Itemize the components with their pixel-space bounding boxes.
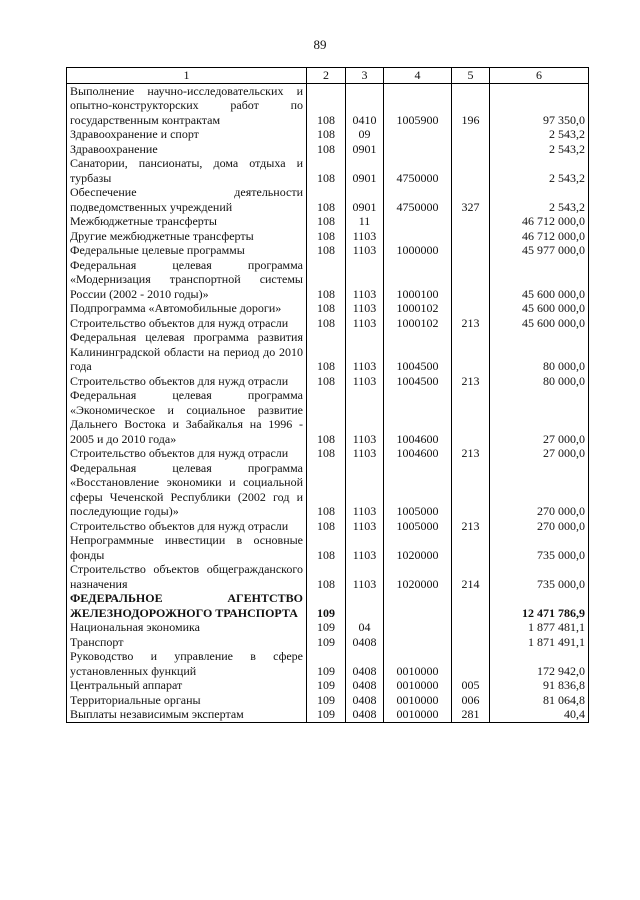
row-name-cell: Федеральная целевая программа развития Калининградской области на период до 2010 года (67, 330, 307, 374)
ministry-code-cell: 109 (307, 591, 346, 620)
target-code-cell: 1020000 (384, 562, 452, 591)
expense-type-cell (452, 142, 490, 157)
row-name-cell: Выполнение научно-исследовательских и опытно-конструкторских работ по государственным контрактам (67, 83, 307, 127)
header-row (67, 68, 589, 84)
expense-type-cell (452, 243, 490, 258)
ministry-code-cell: 108 (307, 533, 346, 562)
ministry-code-cell: 108 (307, 301, 346, 316)
row-name-cell: Санатории, пансионаты, дома отдыха и турбазы (67, 156, 307, 185)
column-header-ministry: 2 (307, 68, 346, 84)
ministry-code-cell: 108 (307, 388, 346, 446)
row-name-cell: Территориальные органы (67, 693, 307, 708)
amount-cell: 45 977 000,0 (490, 243, 589, 258)
ministry-code-cell: 108 (307, 330, 346, 374)
section-code-cell: 0408 (346, 635, 384, 650)
amount-cell: 45 600 000,0 (490, 316, 589, 331)
target-code-cell: 0010000 (384, 678, 452, 693)
table-row (67, 127, 589, 142)
table-row (67, 446, 589, 461)
section-code-cell: 0901 (346, 185, 384, 214)
amount-cell: 46 712 000,0 (490, 229, 589, 244)
ministry-code-cell: 108 (307, 229, 346, 244)
ministry-code-cell: 109 (307, 649, 346, 678)
row-name-cell: Строительство объектов общегражданского назначения (67, 562, 307, 591)
section-code-cell: 04 (346, 620, 384, 635)
table-row (67, 316, 589, 331)
section-code-cell: 1103 (346, 374, 384, 389)
amount-cell: 81 064,8 (490, 693, 589, 708)
ministry-code-cell: 109 (307, 620, 346, 635)
target-code-cell: 1000102 (384, 301, 452, 316)
column-header-amount: 6 (490, 68, 589, 84)
section-code-cell: 1103 (346, 258, 384, 302)
amount-cell: 172 942,0 (490, 649, 589, 678)
ministry-code-cell: 108 (307, 446, 346, 461)
table-row (67, 374, 589, 389)
row-name-cell: Строительство объектов для нужд отрасли (67, 316, 307, 331)
amount-cell: 40,4 (490, 707, 589, 722)
section-code-cell: 1103 (346, 330, 384, 374)
amount-cell: 735 000,0 (490, 533, 589, 562)
amount-cell: 97 350,0 (490, 83, 589, 127)
amount-cell: 80 000,0 (490, 374, 589, 389)
amount-cell: 2 543,2 (490, 156, 589, 185)
ministry-code-cell: 108 (307, 156, 346, 185)
table-row (67, 301, 589, 316)
target-code-cell: 1000100 (384, 258, 452, 302)
expense-type-cell (452, 533, 490, 562)
row-name-cell: Обеспечение деятельности подведомственных учреждений (67, 185, 307, 214)
ministry-code-cell: 109 (307, 678, 346, 693)
row-name-cell: Руководство и управление в сфере установленных функций (67, 649, 307, 678)
row-name-cell: Строительство объектов для нужд отрасли (67, 374, 307, 389)
amount-cell: 1 877 481,1 (490, 620, 589, 635)
table-row (67, 461, 589, 519)
section-code-cell: 0408 (346, 707, 384, 722)
row-name-cell: Транспорт (67, 635, 307, 650)
section-code-cell (346, 591, 384, 620)
expense-type-cell (452, 156, 490, 185)
section-code-cell: 1103 (346, 388, 384, 446)
target-code-cell: 1005000 (384, 519, 452, 534)
row-name-cell: Межбюджетные трансферты (67, 214, 307, 229)
expense-type-cell: 005 (452, 678, 490, 693)
amount-cell: 2 543,2 (490, 142, 589, 157)
ministry-code-cell: 108 (307, 83, 346, 127)
table-row (67, 533, 589, 562)
amount-cell: 12 471 786,9 (490, 591, 589, 620)
ministry-code-cell: 108 (307, 461, 346, 519)
column-header-target: 4 (384, 68, 452, 84)
table-row (67, 591, 589, 620)
row-name-cell: Центральный аппарат (67, 678, 307, 693)
expense-type-cell: 327 (452, 185, 490, 214)
amount-cell: 2 543,2 (490, 127, 589, 142)
amount-cell: 270 000,0 (490, 519, 589, 534)
expense-type-cell (452, 620, 490, 635)
target-code-cell: 1004500 (384, 330, 452, 374)
table-row (67, 635, 589, 650)
amount-cell: 270 000,0 (490, 461, 589, 519)
ministry-code-cell: 108 (307, 142, 346, 157)
section-code-cell: 0408 (346, 678, 384, 693)
target-code-cell: 1005900 (384, 83, 452, 127)
expense-type-cell (452, 591, 490, 620)
target-code-cell: 1004600 (384, 388, 452, 446)
row-name-cell: ФЕДЕРАЛЬНОЕ АГЕНТСТВО ЖЕЛЕЗНОДОРОЖНОГО ТРАНСПОРТА (67, 591, 307, 620)
target-code-cell: 1004600 (384, 446, 452, 461)
expense-type-cell: 213 (452, 374, 490, 389)
ministry-code-cell: 108 (307, 243, 346, 258)
amount-cell: 45 600 000,0 (490, 258, 589, 302)
table-row (67, 562, 589, 591)
target-code-cell (384, 229, 452, 244)
target-code-cell (384, 635, 452, 650)
ministry-code-cell: 108 (307, 374, 346, 389)
ministry-code-cell: 108 (307, 214, 346, 229)
ministry-code-cell: 108 (307, 316, 346, 331)
column-header-section: 3 (346, 68, 384, 84)
column-header-name: 1 (67, 68, 307, 84)
target-code-cell: 0010000 (384, 707, 452, 722)
expense-type-cell: 213 (452, 316, 490, 331)
row-name-cell: Национальная экономика (67, 620, 307, 635)
row-name-cell: Федеральная целевая программа «Модернизация транспортной системы России (2002 - 2010 годы)» (67, 258, 307, 302)
target-code-cell: 1000000 (384, 243, 452, 258)
section-code-cell: 0901 (346, 156, 384, 185)
amount-cell: 27 000,0 (490, 446, 589, 461)
target-code-cell (384, 620, 452, 635)
row-name-cell: Подпрограмма «Автомобильные дороги» (67, 301, 307, 316)
target-code-cell: 0010000 (384, 693, 452, 708)
section-code-cell: 0408 (346, 649, 384, 678)
target-code-cell (384, 214, 452, 229)
table-row (67, 83, 589, 127)
section-code-cell: 11 (346, 214, 384, 229)
table-row (67, 156, 589, 185)
amount-cell: 735 000,0 (490, 562, 589, 591)
amount-cell: 2 543,2 (490, 185, 589, 214)
table-row (67, 693, 589, 708)
ministry-code-cell: 109 (307, 693, 346, 708)
target-code-cell (384, 127, 452, 142)
table-row (67, 330, 589, 374)
target-code-cell: 0010000 (384, 649, 452, 678)
row-name-cell: Здравоохранение (67, 142, 307, 157)
row-name-cell: Строительство объектов для нужд отрасли (67, 446, 307, 461)
target-code-cell: 1020000 (384, 533, 452, 562)
expense-type-cell (452, 258, 490, 302)
table-row (67, 229, 589, 244)
section-code-cell: 1103 (346, 461, 384, 519)
expense-type-cell: 213 (452, 446, 490, 461)
target-code-cell: 1005000 (384, 461, 452, 519)
expense-type-cell (452, 649, 490, 678)
ministry-code-cell: 109 (307, 707, 346, 722)
expense-type-cell: 006 (452, 693, 490, 708)
target-code-cell: 4750000 (384, 185, 452, 214)
expense-type-cell: 281 (452, 707, 490, 722)
row-name-cell: Выплаты независимым экспертам (67, 707, 307, 722)
expense-type-cell (452, 301, 490, 316)
budget-table (66, 67, 589, 723)
section-code-cell: 1103 (346, 316, 384, 331)
ministry-code-cell: 108 (307, 127, 346, 142)
row-name-cell: Непрограммные инвестиции в основные фонды (67, 533, 307, 562)
amount-cell: 27 000,0 (490, 388, 589, 446)
table-row (67, 649, 589, 678)
target-code-cell: 1000102 (384, 316, 452, 331)
amount-cell: 80 000,0 (490, 330, 589, 374)
expense-type-cell (452, 388, 490, 446)
table-row (67, 388, 589, 446)
table-row (67, 620, 589, 635)
row-name-cell: Федеральная целевая программа «Восстановление экономики и социальной сферы Чеченской Республики (2002 год и последующие годы)» (67, 461, 307, 519)
table-row (67, 258, 589, 302)
page-number: 89 (313, 37, 327, 52)
ministry-code-cell: 109 (307, 635, 346, 650)
amount-cell: 91 836,8 (490, 678, 589, 693)
target-code-cell (384, 591, 452, 620)
section-code-cell: 0410 (346, 83, 384, 127)
expense-type-cell (452, 127, 490, 142)
row-name-cell: Федеральная целевая программа «Экономическое и социальное развитие Дальнего Востока и Забайкалья на 1996 - 2005 и до 2010 года» (67, 388, 307, 446)
section-code-cell: 0408 (346, 693, 384, 708)
row-name-cell: Здравоохранение и спорт (67, 127, 307, 142)
table-row (67, 214, 589, 229)
column-header-type: 5 (452, 68, 490, 84)
target-code-cell: 1004500 (384, 374, 452, 389)
row-name-cell: Другие межбюджетные трансферты (67, 229, 307, 244)
section-code-cell: 09 (346, 127, 384, 142)
amount-cell: 46 712 000,0 (490, 214, 589, 229)
expense-type-cell (452, 635, 490, 650)
section-code-cell: 0901 (346, 142, 384, 157)
section-code-cell: 1103 (346, 562, 384, 591)
expense-type-cell: 196 (452, 83, 490, 127)
table-row (67, 243, 589, 258)
section-code-cell: 1103 (346, 446, 384, 461)
amount-cell: 45 600 000,0 (490, 301, 589, 316)
table-row (67, 678, 589, 693)
target-code-cell (384, 142, 452, 157)
ministry-code-cell: 108 (307, 519, 346, 534)
table-row (67, 185, 589, 214)
target-code-cell: 4750000 (384, 156, 452, 185)
ministry-code-cell: 108 (307, 562, 346, 591)
section-code-cell: 1103 (346, 301, 384, 316)
section-code-cell: 1103 (346, 519, 384, 534)
expense-type-cell: 213 (452, 519, 490, 534)
ministry-code-cell: 108 (307, 258, 346, 302)
table-row (67, 142, 589, 157)
section-code-cell: 1103 (346, 243, 384, 258)
expense-type-cell: 214 (452, 562, 490, 591)
table-row (67, 519, 589, 534)
amount-cell: 1 871 491,1 (490, 635, 589, 650)
expense-type-cell (452, 330, 490, 374)
section-code-cell: 1103 (346, 533, 384, 562)
row-name-cell: Федеральные целевые программы (67, 243, 307, 258)
ministry-code-cell: 108 (307, 185, 346, 214)
expense-type-cell (452, 214, 490, 229)
row-name-cell: Строительство объектов для нужд отрасли (67, 519, 307, 534)
section-code-cell: 1103 (346, 229, 384, 244)
table-row (67, 707, 589, 722)
expense-type-cell (452, 461, 490, 519)
expense-type-cell (452, 229, 490, 244)
